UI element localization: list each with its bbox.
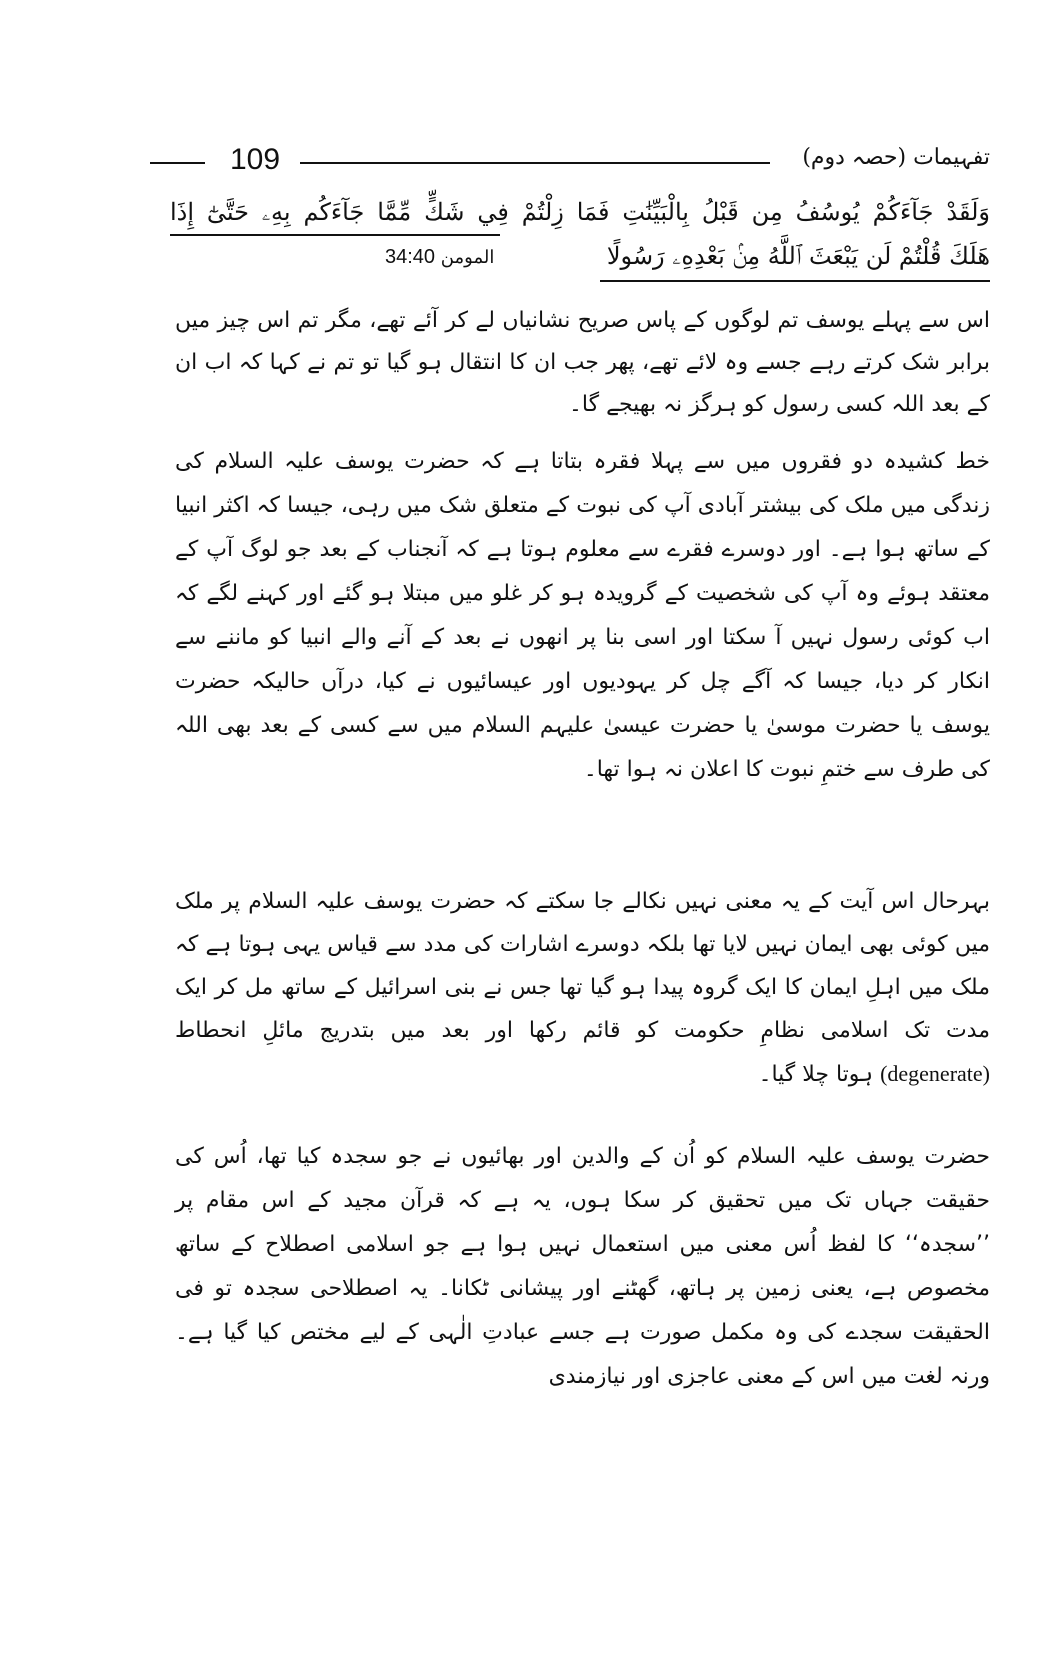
header-rule-middle [300, 162, 770, 164]
verse-reference [385, 242, 494, 273]
paragraph-text [175, 880, 990, 1096]
paragraph-text: خط کشیدہ دو فقروں میں سے پہلا فقرہ بتاتا ہے کہ حضرت یوسف علیہ السلام کی زندگی میں ملک کی بیشتر آبادی آپ کی نبوت کے متعلق شک میں رہی، جیسا کہ اکثر انبیا کے ساتھ ہوا ہے۔ اور دوسرے فقرے سے معلوم ہوتا ہے کہ آنجناب کے بعد جو لوگ آپ کے معتقد ہوئے وہ آپ کی شخصیت کے گرویدہ ہو کر غلو میں مبتلا ہو گئے اور کہنے لگے کہ اب کوئی رسول نہیں آ سکتا اور اسی بنا پر انھوں نے بعد کے آنے والے انبیا کو ماننے سے انکار کر دیا، جیسا کہ آگے چل کر یہودیوں اور عیسائیوں نے کیا، درآں حالیکہ حضرت یوسف یا حضرت موسیٰ یا حضرت عیسیٰ علیہم السلام میں سے کسی کے بعد بھی اللہ کی طرف سے ختمِ نبوت کا اعلان نہ ہوا تھا۔ [175, 449, 990, 782]
translation-paragraph [175, 300, 990, 426]
quran-verse [170, 190, 990, 290]
paragraph-text-part-2: ہوتا چلا گیا۔ [758, 1062, 874, 1087]
page-header [150, 140, 990, 190]
verse-underline-1 [170, 234, 500, 236]
verse-reference-number: 34:40 [385, 246, 436, 268]
commentary-paragraph-3 [175, 1135, 990, 1399]
english-term: (degenerate) [880, 1061, 990, 1086]
commentary-paragraph-2 [175, 880, 990, 1096]
verse-line-1: وَلَقَدْ جَآءَكُمْ يُوسُفُ مِن قَبْلُ بِالْبَيِّنَٰتِ فَمَا زِلْتُمْ فِي شَكٍّ مِّمَّا جَآءَكُم بِهِۦ حَتَّىٰٓ إِذَا [170, 198, 990, 226]
verse-underline-2 [600, 280, 990, 282]
verse-reference-name: المومن [440, 247, 495, 268]
running-title: تفہیمات (حصہ دوم) [802, 145, 990, 170]
page-number: 109 [229, 143, 281, 176]
paragraph-text-part-1: بہرحال اس آیت کے یہ معنی نہیں نکالے جا سکتے کہ حضرت یوسف علیہ السلام پر ملک میں کوئی بھی ایمان نہیں لایا تھا بلکہ دوسرے اشارات کی مدد سے قیاس یہی ہوتا ہے کہ ملک میں اہلِ ایمان کا ایک گروہ پیدا ہو گیا تھا جس نے بنی اسرائیل کے ساتھ مل کر ایک مدت تک اسلامی نظامِ حکومت کو قائم رکھا اور بعد میں بتدریج مائلِ انحطاط [175, 889, 990, 1043]
commentary-paragraph-1 [175, 440, 990, 792]
verse-line-2: هَلَكَ قُلْتُمْ لَن يَبْعَثَ ٱللَّهُ مِنۢ بَعْدِهِۦ رَسُولًا [606, 242, 990, 270]
header-rule-left [150, 162, 205, 164]
paragraph-text: اس سے پہلے یوسف تم لوگوں کے پاس صریح نشانیاں لے کر آئے تھے، مگر تم اس چیز میں برابر شک کرتے رہے جسے وہ لائے تھے، پھر جب ان کا انتقال ہو گیا تو تم نے کہا کہ اب ان کے بعد اللہ کسی رسول کو ہرگز نہ بھیجے گا۔ [175, 308, 990, 417]
paragraph-text: حضرت یوسف علیہ السلام کو اُن کے والدین اور بھائیوں نے جو سجدہ کیا تھا، اُس کی حقیقت جہاں تک میں تحقیق کر سکا ہوں، یہ ہے کہ قرآن مجید کے اس مقام پر ’’سجدہ‘‘ کا لفظ اُس معنی میں استعمال نہیں ہوا ہے جو اسلامی اصطلاح کے ساتھ مخصوص ہے، یعنی زمین پر ہاتھ، گھٹنے اور پیشانی ٹکانا۔ یہ اصطلاحی سجدہ تو فی الحقیقت سجدے کی وہ مکمل صورت ہے جسے عبادتِ الٰہی کے لیے مختص کیا گیا ہے۔ ورنہ لغت میں اس کے معنی عاجزی اور نیازمندی [175, 1144, 990, 1389]
